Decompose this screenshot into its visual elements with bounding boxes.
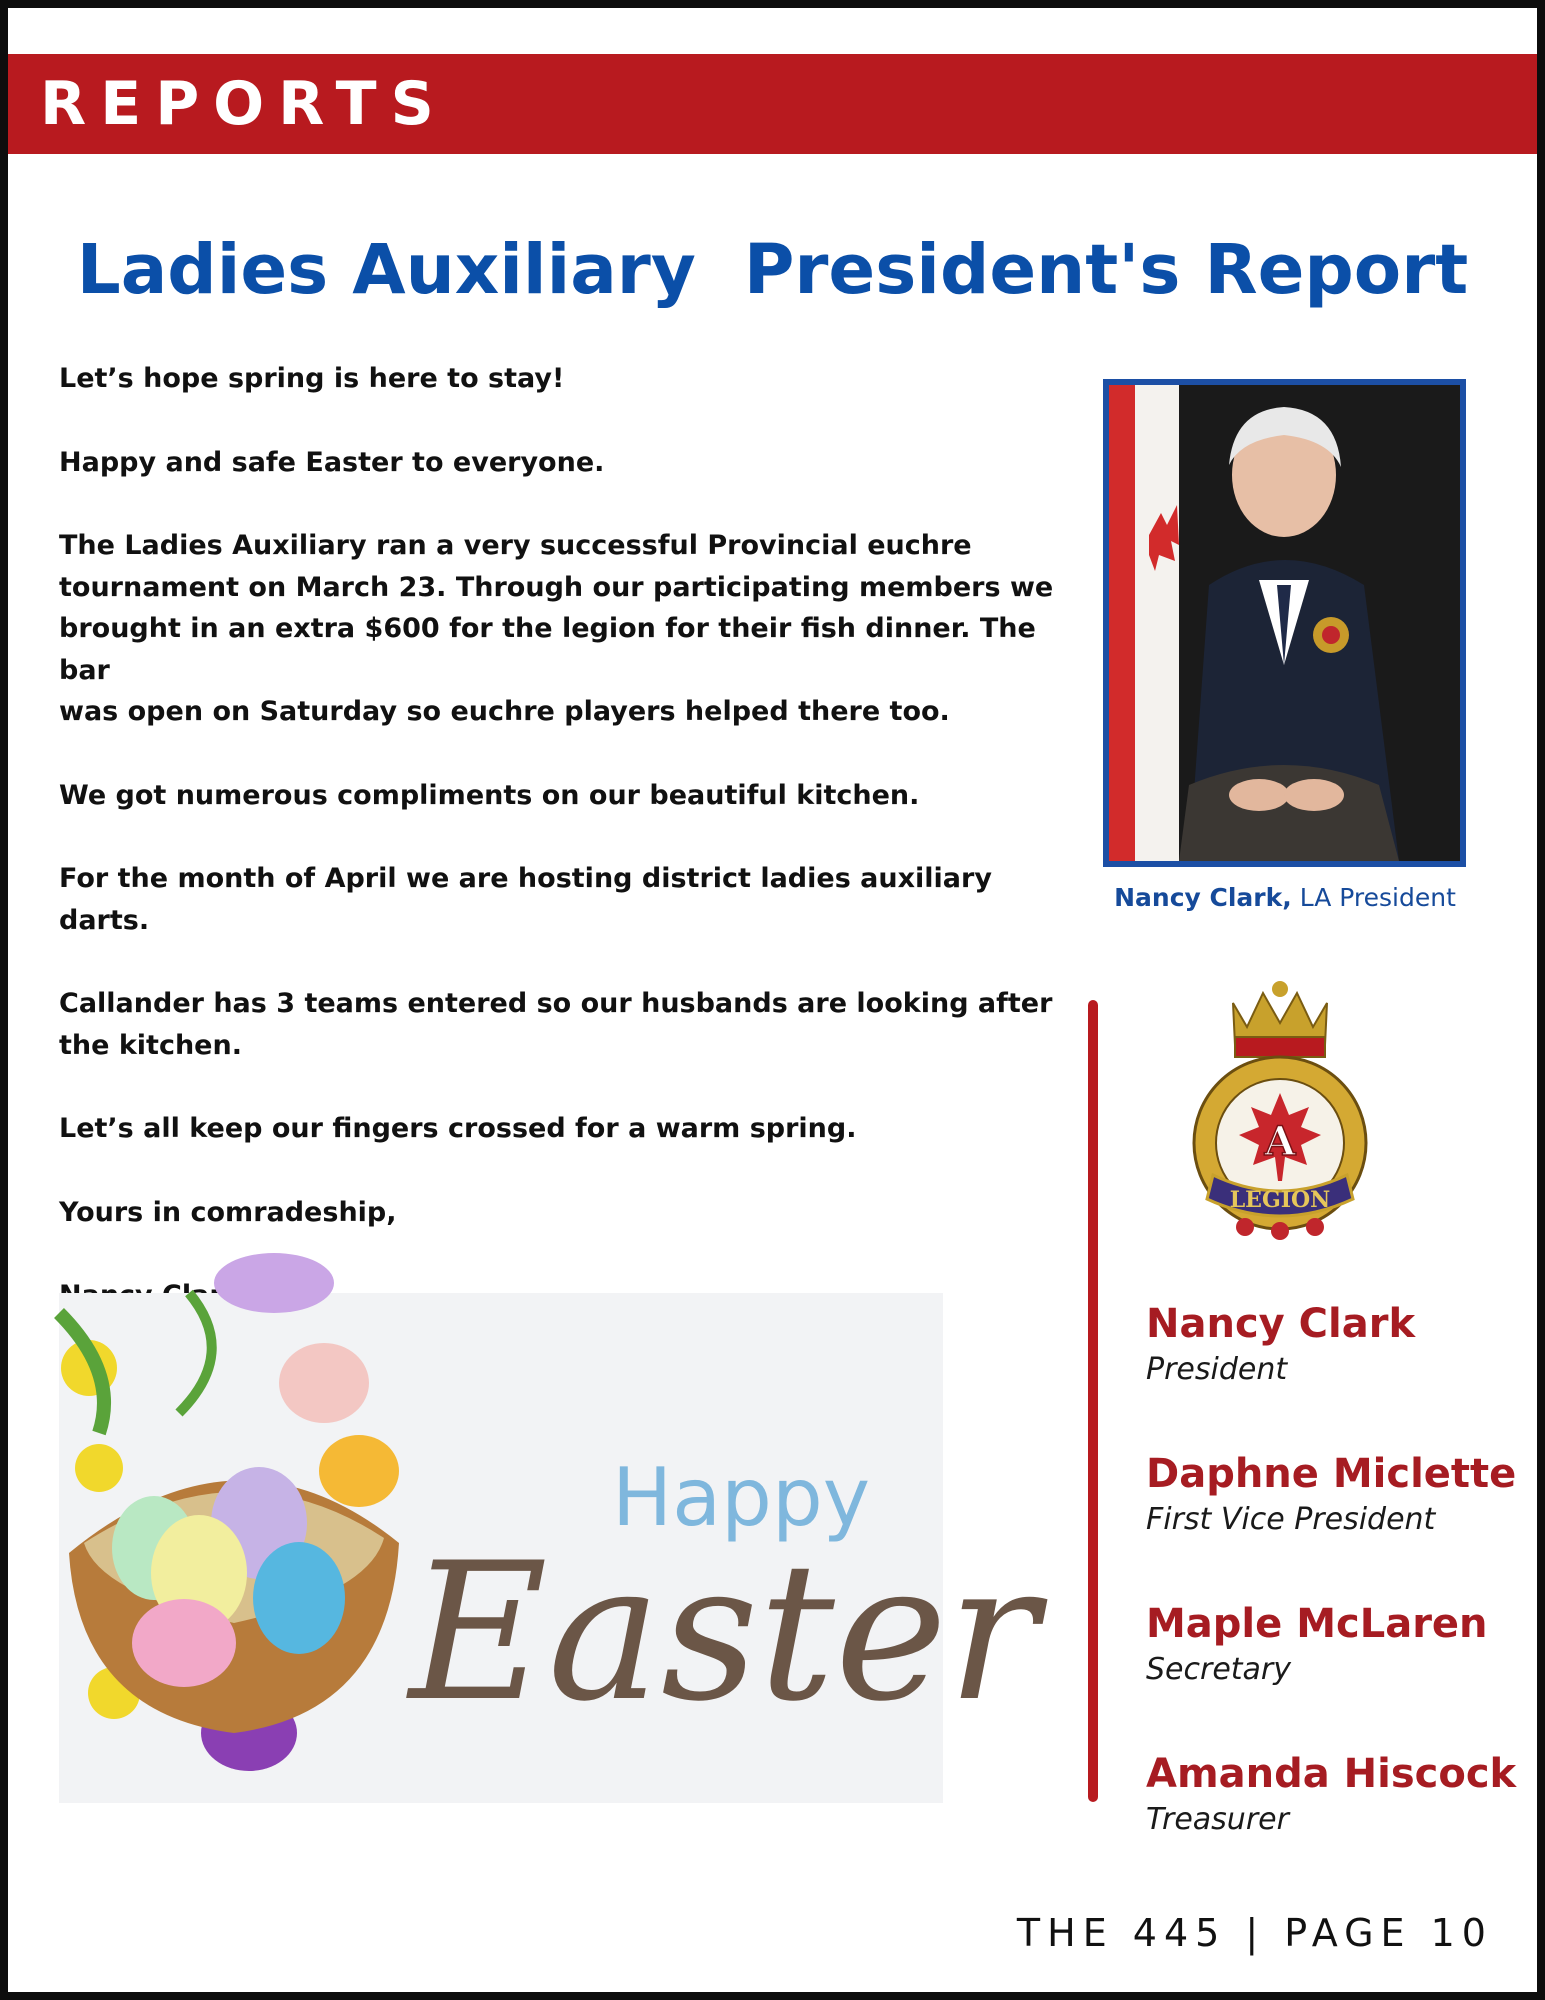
section-banner xyxy=(8,54,1537,154)
paragraph-3-line: tournament on March 23. Through our participating members we xyxy=(59,571,1054,603)
officer-entry xyxy=(1146,1298,1526,1448)
officer-list xyxy=(1146,1298,1526,1898)
paragraph-2: Happy and safe Easter to everyone. xyxy=(59,446,605,478)
paragraph-1: Let’s hope spring is here to stay! xyxy=(59,363,565,394)
paragraph-3-line: was open on Saturday so euchre players helped there too. xyxy=(59,696,950,727)
officer-role: First Vice President xyxy=(1146,1502,1436,1537)
paragraph-3-line: The Ladies Auxiliary ran a very successful Provincial euchre xyxy=(59,530,972,561)
paragraph-6-line: the kitchen. xyxy=(59,1029,242,1061)
paragraph-6 xyxy=(59,983,1069,1066)
crest-banner-text: LEGION xyxy=(1229,1187,1331,1213)
photo-caption xyxy=(1100,878,1470,918)
officer-name: Maple McLaren xyxy=(1146,1601,1488,1647)
officer-name: Nancy Clark xyxy=(1146,1301,1416,1347)
officer-entry xyxy=(1146,1598,1526,1748)
officer-name: Amanda Hiscock xyxy=(1146,1751,1517,1797)
easter-happy-text: Happy xyxy=(612,1451,871,1544)
president-photo xyxy=(1103,379,1466,867)
caption-role: LA President xyxy=(1291,883,1456,912)
officer-role: Secretary xyxy=(1146,1652,1292,1687)
paragraph-3 xyxy=(59,525,1069,733)
report-body xyxy=(59,358,1069,1400)
officer-name: Daphne Miclette xyxy=(1146,1451,1517,1497)
officer-role: President xyxy=(1146,1352,1288,1387)
paragraph-5: For the month of April we are hosting district ladies auxiliary darts. xyxy=(59,863,992,936)
section-banner-label: REPORTS xyxy=(40,69,448,139)
easter-image xyxy=(59,1293,1039,1803)
paragraph-6-line: Callander has 3 teams entered so our husbands are looking after xyxy=(59,988,1053,1019)
page-title: Ladies Auxiliary President's Report xyxy=(76,230,1469,310)
crest-letter: A xyxy=(1264,1118,1296,1165)
officer-role: Treasurer xyxy=(1146,1802,1289,1837)
easter-word-text: Easter xyxy=(409,1522,1039,1743)
legion-crest xyxy=(1185,975,1375,1247)
paragraph-7: Let’s all keep our fingers crossed for a warm spring. xyxy=(59,1113,857,1144)
page-footer: THE 445 | PAGE 10 xyxy=(1016,1911,1493,1955)
legion-crest-icon xyxy=(1185,975,1375,1247)
portrait-illustration xyxy=(1109,385,1460,861)
paragraph-4: We got numerous compliments on our beautiful kitchen. xyxy=(59,779,920,811)
sidebar-divider xyxy=(1088,1000,1098,1802)
paragraph-3-line: brought in an extra $600 for the legion for their fish dinner. The bar xyxy=(59,613,1036,686)
officer-entry xyxy=(1146,1748,1526,1898)
paragraph-8: Yours in comradeship, xyxy=(59,1196,397,1228)
caption-name: Nancy Clark, xyxy=(1114,883,1292,912)
officer-entry xyxy=(1146,1448,1526,1598)
